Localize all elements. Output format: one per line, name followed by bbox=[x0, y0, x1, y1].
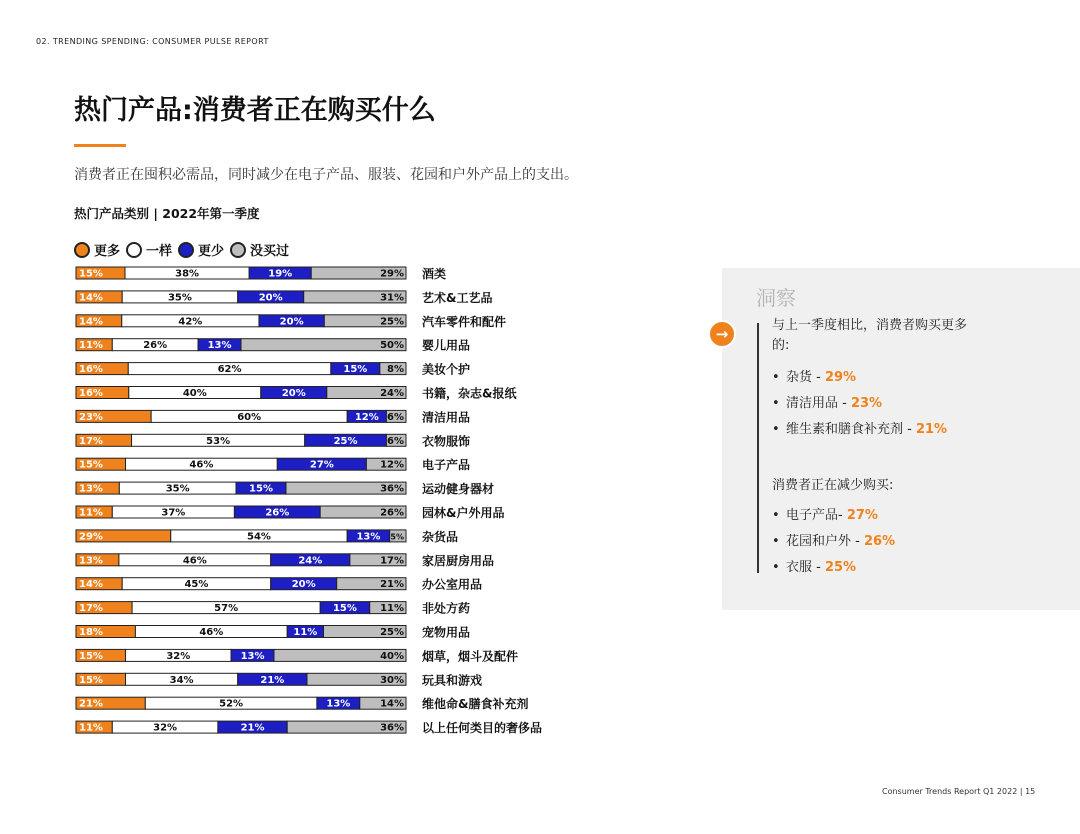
less-items-list bbox=[772, 506, 895, 584]
data-label-less: 13% bbox=[326, 698, 351, 710]
category-label: 清洁用品 bbox=[422, 410, 471, 425]
data-label-same: 54% bbox=[247, 531, 271, 543]
bullet-icon: • bbox=[772, 508, 780, 523]
data-label-same: 32% bbox=[166, 650, 191, 662]
legend-swatch-same bbox=[126, 242, 142, 258]
data-label-same: 46% bbox=[182, 555, 207, 567]
item-label: 维生素和膳食补充剂 - bbox=[786, 422, 916, 437]
bar-row bbox=[76, 553, 494, 568]
data-label-less: 12% bbox=[354, 411, 379, 423]
category-label: 衣物服饰 bbox=[422, 434, 471, 449]
data-label-more: 14% bbox=[79, 292, 103, 304]
data-label-never: 40% bbox=[380, 650, 404, 662]
report-section-label: 02. TRENDING SPENDING: CONSUMER PULSE REPORT bbox=[36, 37, 269, 46]
data-label-same: 34% bbox=[169, 674, 194, 686]
data-label-same: 35% bbox=[167, 292, 192, 304]
bullet-icon: • bbox=[772, 422, 780, 437]
data-label-never: 14% bbox=[380, 698, 404, 710]
data-label-more: 16% bbox=[79, 388, 103, 399]
category-label: 汽车零件和配件 bbox=[422, 314, 507, 329]
data-label-same: 57% bbox=[214, 603, 239, 615]
bar-row bbox=[76, 529, 458, 544]
data-label-more: 23% bbox=[79, 411, 103, 423]
data-label-never: 6% bbox=[387, 435, 404, 447]
page-footer: Consumer Trends Report Q1 2022 | 15 bbox=[882, 787, 1036, 796]
list-item bbox=[772, 506, 895, 532]
data-label-never: 26% bbox=[380, 507, 404, 519]
bullet-icon: • bbox=[772, 370, 780, 385]
data-label-less: 11% bbox=[293, 627, 318, 638]
bar-row bbox=[76, 696, 528, 711]
category-label: 玩具和游戏 bbox=[422, 673, 483, 688]
bar-row bbox=[76, 457, 470, 472]
data-label-never: 50% bbox=[380, 340, 404, 352]
legend-item-same bbox=[126, 240, 172, 259]
bar-row bbox=[76, 481, 494, 496]
item-label: 清洁用品 - bbox=[786, 396, 851, 411]
category-label: 电子产品 bbox=[422, 458, 471, 473]
data-label-never: 21% bbox=[380, 579, 404, 591]
list-item bbox=[772, 532, 895, 558]
data-label-more: 13% bbox=[79, 555, 103, 567]
bar-row bbox=[76, 672, 482, 687]
data-label-never: 24% bbox=[380, 388, 404, 399]
insight-intro: 与上一季度相比，消费者购买更多的: bbox=[772, 318, 968, 353]
data-label-same: 53% bbox=[206, 435, 231, 447]
bar-row bbox=[76, 505, 504, 520]
bar-row bbox=[76, 433, 470, 448]
insight-panel bbox=[715, 268, 1080, 610]
data-label-never: 29% bbox=[380, 268, 404, 280]
chart-legend bbox=[74, 240, 295, 259]
data-label-more: 17% bbox=[79, 435, 103, 447]
data-label-same: 38% bbox=[175, 268, 200, 280]
legend-item-less bbox=[178, 240, 224, 259]
data-label-never: 8% bbox=[387, 364, 404, 376]
data-label-more: 11% bbox=[79, 340, 103, 352]
data-label-less: 13% bbox=[356, 531, 381, 543]
data-label-more: 14% bbox=[79, 316, 103, 328]
data-label-less: 15% bbox=[249, 483, 273, 495]
category-label: 婴儿用品 bbox=[422, 338, 471, 353]
data-label-less: 20% bbox=[279, 316, 304, 328]
category-label: 办公室用品 bbox=[422, 577, 483, 592]
data-label-never: 12% bbox=[380, 459, 404, 471]
list-item bbox=[772, 420, 947, 446]
arrow-right-icon: → bbox=[708, 320, 736, 348]
data-label-same: 60% bbox=[237, 411, 262, 423]
data-label-never: 36% bbox=[380, 722, 404, 734]
bullet-icon: • bbox=[772, 534, 780, 549]
data-label-same: 40% bbox=[182, 388, 207, 399]
data-label-never: 25% bbox=[380, 627, 404, 638]
data-label-less: 15% bbox=[332, 603, 357, 615]
item-label: 电子产品- bbox=[786, 508, 847, 523]
bar-row bbox=[76, 314, 506, 329]
data-label-more: 21% bbox=[79, 698, 103, 710]
data-label-less: 21% bbox=[240, 722, 265, 734]
item-pct: 29% bbox=[824, 370, 857, 385]
data-label-less: 27% bbox=[309, 459, 334, 471]
list-item bbox=[772, 368, 947, 394]
data-label-less: 13% bbox=[207, 340, 232, 352]
bar-row bbox=[76, 362, 470, 377]
data-label-more: 16% bbox=[79, 364, 103, 376]
data-label-same: 42% bbox=[178, 316, 203, 328]
item-pct: 26% bbox=[863, 534, 896, 549]
page-subtitle: 消费者正在囤积必需品，同时减少在电子产品、服装、花园和户外产品上的支出。 bbox=[74, 167, 578, 183]
data-label-less: 20% bbox=[258, 292, 283, 304]
data-label-more: 29% bbox=[79, 531, 103, 543]
data-label-less: 13% bbox=[240, 650, 265, 662]
data-label-more: 17% bbox=[79, 603, 103, 615]
data-label-less: 25% bbox=[333, 435, 358, 447]
data-label-more: 15% bbox=[79, 650, 103, 662]
data-label-never: 31% bbox=[380, 292, 404, 304]
bar-row bbox=[76, 625, 470, 640]
item-pct: 23% bbox=[850, 396, 883, 411]
more-items-list bbox=[772, 368, 947, 446]
item-pct: 27% bbox=[846, 508, 878, 523]
data-label-never: 25% bbox=[380, 316, 404, 328]
bar-row bbox=[76, 338, 470, 353]
data-label-less: 20% bbox=[281, 388, 306, 399]
data-label-same: 45% bbox=[184, 579, 209, 591]
data-label-same: 46% bbox=[199, 627, 224, 638]
legend-swatch-never bbox=[230, 242, 246, 258]
data-label-less: 20% bbox=[291, 579, 316, 591]
bullet-icon: • bbox=[772, 560, 780, 575]
item-label: 杂货 - bbox=[786, 370, 825, 385]
item-pct: 25% bbox=[824, 560, 857, 575]
legend-label-never: 没买过 bbox=[250, 244, 290, 259]
data-label-never: 36% bbox=[380, 483, 404, 495]
data-label-never: 30% bbox=[380, 674, 404, 686]
category-label: 以上任何类目的奢侈品 bbox=[422, 721, 543, 736]
legend-label-less: 更少 bbox=[198, 244, 225, 259]
data-label-more: 15% bbox=[79, 459, 103, 471]
title-underline bbox=[74, 144, 126, 147]
data-label-more: 11% bbox=[79, 722, 103, 734]
bar-row bbox=[76, 648, 518, 663]
category-label: 园林&户外用品 bbox=[422, 506, 505, 520]
insight-divider bbox=[757, 323, 759, 573]
stacked-bar-chart bbox=[0, 260, 600, 750]
data-label-never: 6% bbox=[387, 411, 404, 423]
data-label-more: 14% bbox=[79, 579, 103, 591]
data-label-same: 62% bbox=[217, 364, 242, 376]
category-label: 维他命&膳食补充剂 bbox=[422, 697, 529, 712]
chart-title: 热门产品类别 | 2022年第一季度 bbox=[74, 206, 260, 221]
data-label-same: 37% bbox=[161, 507, 186, 519]
category-label: 非处方药 bbox=[422, 601, 471, 616]
category-label: 艺术&工艺品 bbox=[422, 290, 493, 305]
data-label-same: 46% bbox=[189, 459, 214, 471]
data-label-never: 5% bbox=[390, 532, 404, 542]
item-label: 衣服 - bbox=[786, 560, 825, 575]
category-label: 杂货品 bbox=[422, 529, 459, 544]
data-label-same: 32% bbox=[153, 722, 178, 734]
data-label-same: 26% bbox=[143, 340, 168, 352]
bar-row bbox=[76, 409, 470, 424]
data-label-more: 18% bbox=[79, 627, 103, 638]
data-label-more: 15% bbox=[79, 268, 103, 280]
legend-item-never bbox=[230, 240, 289, 259]
category-label: 宠物用品 bbox=[422, 625, 471, 640]
category-label: 家居厨房用品 bbox=[422, 553, 495, 568]
data-label-more: 15% bbox=[79, 674, 103, 686]
category-label: 酒类 bbox=[422, 267, 447, 281]
data-label-never: 11% bbox=[380, 603, 404, 615]
category-label: 运动健身器材 bbox=[422, 482, 495, 497]
legend-item-more bbox=[74, 240, 120, 259]
page-title: 热门产品:消费者正在购买什么 bbox=[74, 95, 436, 126]
legend-label-more: 更多 bbox=[94, 244, 121, 259]
data-label-less: 19% bbox=[268, 268, 293, 280]
legend-swatch-more bbox=[74, 242, 90, 258]
data-label-less: 21% bbox=[260, 674, 285, 686]
list-item bbox=[772, 558, 895, 584]
list-item bbox=[772, 394, 947, 420]
bar-row bbox=[76, 720, 542, 735]
bar-row bbox=[76, 266, 446, 281]
bar-row bbox=[76, 601, 470, 616]
bar-row bbox=[76, 290, 492, 305]
legend-swatch-less bbox=[178, 242, 194, 258]
data-label-more: 11% bbox=[79, 507, 103, 519]
data-label-less: 26% bbox=[265, 507, 290, 519]
bar-row bbox=[76, 386, 517, 401]
item-label: 花园和户外 - bbox=[786, 534, 864, 549]
data-label-less: 24% bbox=[298, 555, 323, 567]
insight-title: 洞察 bbox=[756, 286, 796, 310]
category-label: 书籍，杂志&报纸 bbox=[422, 386, 517, 401]
data-label-same: 35% bbox=[165, 483, 190, 495]
category-label: 美妆个护 bbox=[422, 362, 471, 377]
bar-row bbox=[76, 577, 482, 592]
less-intro: 消费者正在减少购买: bbox=[772, 478, 894, 493]
data-label-more: 13% bbox=[79, 483, 103, 495]
data-label-never: 17% bbox=[380, 555, 404, 567]
legend-label-same: 一样 bbox=[146, 244, 173, 259]
data-label-less: 15% bbox=[343, 364, 368, 376]
item-pct: 21% bbox=[915, 422, 948, 437]
data-label-same: 52% bbox=[219, 698, 244, 710]
bullet-icon: • bbox=[772, 396, 780, 411]
category-label: 烟草，烟斗及配件 bbox=[422, 649, 519, 664]
